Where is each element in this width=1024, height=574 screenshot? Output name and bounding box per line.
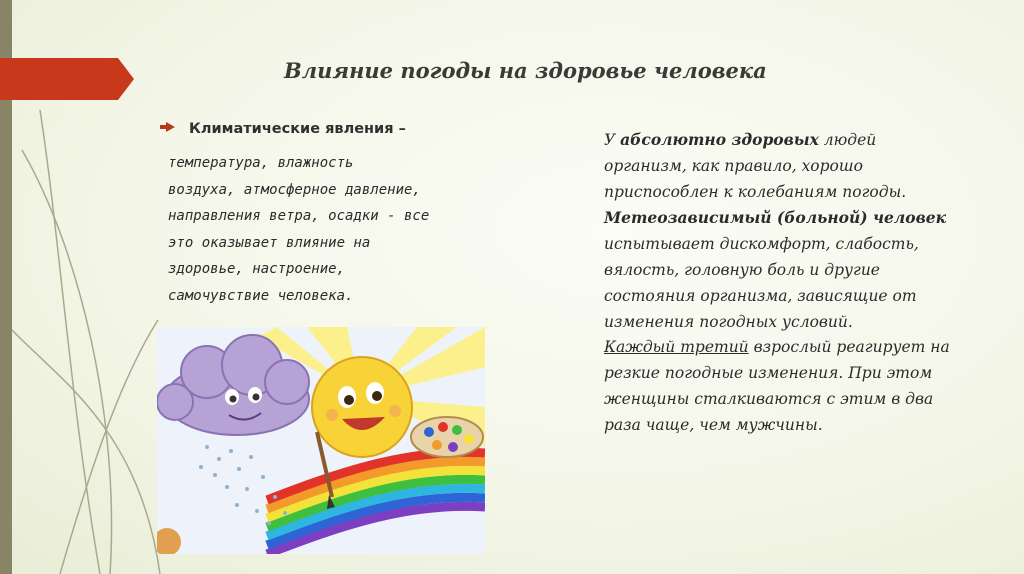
left-line: здоровье, настроение, (168, 261, 346, 277)
weather-illustration-svg (157, 327, 485, 554)
title-ribbon (0, 58, 134, 100)
left-line: воздуха, атмосферное давление, (168, 181, 421, 198)
bullet-heading (166, 121, 406, 137)
p3-rest: взрослый реагирует на резкие погодные изменения. При этом женщины сталкиваются с этим в два раза чаще, чем мужчины. (604, 338, 950, 434)
left-line: это оказывает влияние на (168, 234, 371, 251)
weather-illustration (157, 327, 485, 554)
left-line: температура, влажность (168, 155, 354, 171)
p1-bold: абсолютно здоровых (620, 130, 819, 149)
left-line: самочувствие человека. (168, 287, 354, 304)
left-paragraph (168, 150, 478, 309)
p3-underlined: Каждый третий (604, 338, 749, 357)
bullet-dash: – (393, 121, 406, 137)
slide-title: Влияние погоды на здоровье человека (284, 58, 767, 83)
p2-rest: испытывает дискомфорт, слабость, вялость, головную боль и другие состояния организма, зависящие от изменения погодных условий. (604, 235, 919, 331)
p2-bold: Метеозависимый (больной) человек (604, 208, 947, 228)
left-line: направления ветра, осадки - все (168, 208, 430, 224)
p1-rest: людей организм, как правило, хорошо приспособлен к колебаниям погоды. (604, 131, 907, 201)
arrow-bullet-icon (166, 122, 175, 132)
bullet-heading-text: Климатические явления (189, 121, 394, 137)
p1-pre: У (604, 131, 621, 149)
right-paragraph (604, 127, 954, 439)
